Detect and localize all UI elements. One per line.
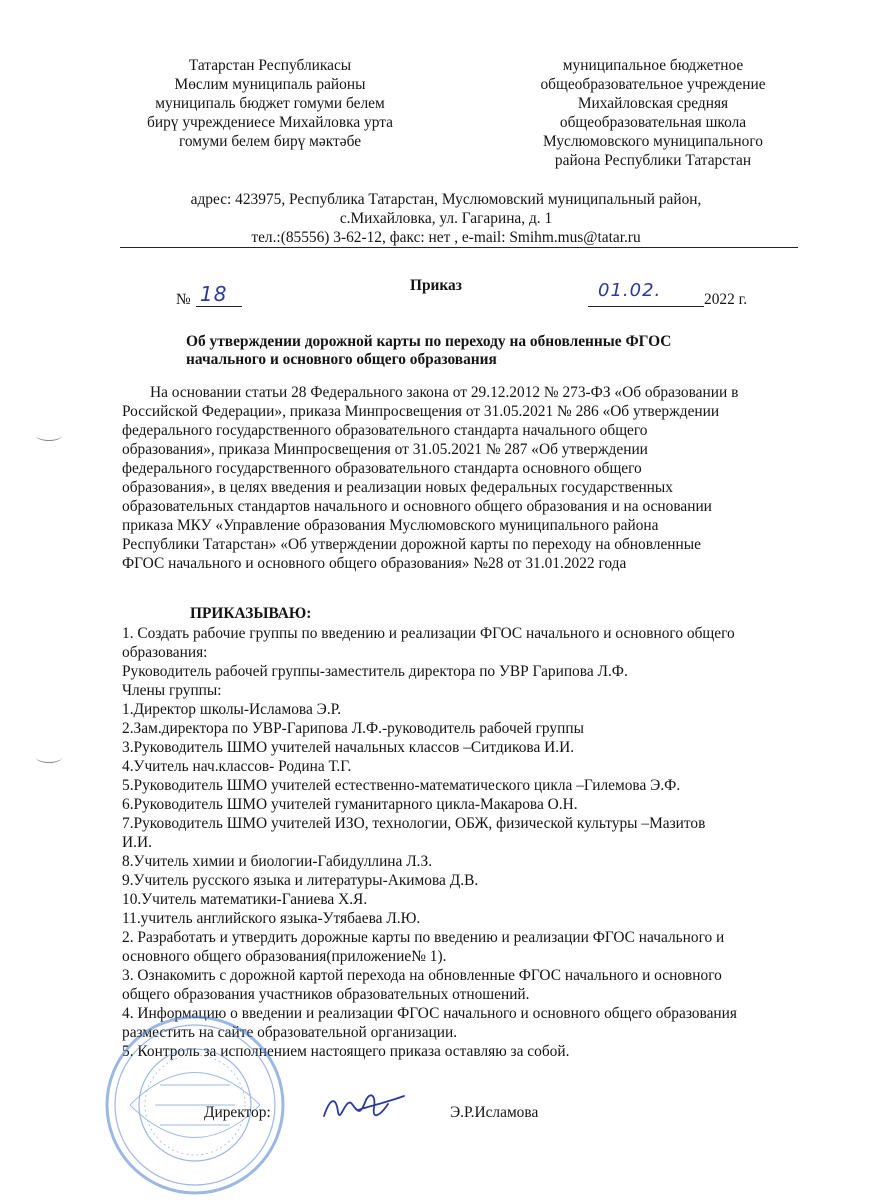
- preamble-line: образования», в целях введения и реализации новых федеральных государственных: [122, 479, 673, 496]
- contact-line: тел.:(85556) 3-62-12, факс: нет , e-mail: Smihm.mus@tatar.ru: [251, 229, 641, 246]
- body-line: образования:: [122, 644, 208, 661]
- body-line: общего образования участников образовательных отношений.: [122, 986, 530, 1003]
- punch-hole-mark: [36, 430, 62, 441]
- body-line: 4. Информацию о введении и реализации ФГОС начального и основного общего образования: [122, 1005, 737, 1022]
- body-line: 4.Учитель нач.классов- Родина Т.Г.: [122, 758, 352, 775]
- body-line: 3. Ознакомить с дорожной картой перехода на обновленные ФГОС начального и основного: [122, 967, 722, 984]
- address-block: [96, 190, 796, 247]
- order-number-label: №: [176, 291, 191, 308]
- body-line: Члены группы:: [122, 682, 222, 699]
- body-line: 10.Учитель математики-Ганиева Х.Я.: [122, 891, 368, 908]
- body-line: 9.Учитель русского языка и литературы-Акимова Д.В.: [122, 872, 479, 889]
- header-right-line: Михайловская средняя: [577, 95, 729, 112]
- body-line: 5.Руководитель ШМО учителей естественно-математического цикла –Гилемова Э.Ф.: [122, 777, 681, 794]
- header-left-line: бирү учреждениесе Михайловка урта: [147, 114, 393, 131]
- order-subject-line: Об утверждении дорожной карты по переходу на обновленные ФГОС: [186, 333, 672, 350]
- order-number-handwritten: 18: [200, 282, 228, 306]
- body-line: основного общего образования(приложение№ 1).: [122, 948, 447, 965]
- order-date-handwritten: 01.02.: [598, 280, 662, 301]
- body-line: И.И.: [122, 834, 152, 851]
- body-line: 11.учитель английского языка-Утябаева Л.Ю.: [122, 910, 421, 927]
- header-right-line: района Республики Татарстан: [554, 152, 752, 169]
- preamble-line: приказа МКУ «Управление образования Муслюмовского муниципального района: [122, 517, 659, 534]
- body-line: Руководитель рабочей группы-заместитель директора по УВР Гарипова Л.Ф.: [122, 663, 628, 680]
- address-line: адрес: 423975, Республика Татарстан, Муслюмовский муниципальный район,: [190, 191, 702, 208]
- address-line: с.Михайловка, ул. Гагарина, д. 1: [339, 210, 553, 227]
- preamble-line: ФГОС начального и основного общего образования» №28 от 31.01.2022 года: [122, 555, 627, 572]
- order-title: Приказ: [410, 277, 462, 294]
- body-line: разместить на сайте образовательной организации.: [122, 1024, 458, 1041]
- director-position: Директор:: [204, 1104, 271, 1121]
- body-line: 5. Контроль за исполнением настоящего приказа оставляю за собой.: [122, 1043, 570, 1060]
- header-right-line: общеобразовательная школа: [559, 114, 747, 131]
- body-line: 3.Руководитель ШМО учителей начальных классов –Ситдикова И.И.: [122, 739, 575, 756]
- header-right-line: муниципальное бюджетное: [562, 57, 744, 74]
- header-divider: [120, 247, 798, 248]
- order-subject-line: начального и основного общего образования: [186, 351, 497, 368]
- preamble-line: федерального государственного образовательного стандарта начального общего: [122, 422, 648, 439]
- decree-heading: ПРИКАЗЫВАЮ:: [190, 605, 312, 622]
- body-line: 2. Разработать и утвердить дорожные карты по введению и реализации ФГОС начального и: [122, 929, 725, 946]
- header-left-line: гомуми белем бирү мәктәбе: [178, 133, 362, 150]
- header-left-line: Мөслим муниципаль районы: [174, 76, 366, 93]
- header-left-tatar: [90, 56, 450, 151]
- header-right-line: общеобразовательное учреждение: [540, 76, 766, 93]
- order-year: 2022 г.: [704, 291, 748, 308]
- preamble-line: образовательных стандартов начального и основного общего образования и на основании: [122, 498, 712, 515]
- body-line: 2.Зам.директора по УВР-Гарипова Л.Ф.-руководитель рабочей группы: [122, 720, 584, 737]
- body-line: 1.Директор школы-Исламова Э.Р.: [122, 701, 342, 718]
- preamble-line: образования», приказа Минпросвещения от 31.05.2021 № 287 «Об утверждении: [122, 441, 648, 458]
- preamble-line: Российской Федерации», приказа Минпросвещения от 31.05.2021 № 286 «Об утверждении: [122, 403, 720, 420]
- header-right-line: Муслюмовского муниципального: [543, 133, 763, 150]
- order-number-underline: [196, 306, 242, 307]
- body-line: 8.Учитель химии и биологии-Габидуллина Л.З.: [122, 853, 433, 870]
- preamble-line: федерального государственного образовательного стандарта основного общего: [122, 460, 642, 477]
- header-left-line: Татарстан Республикасы: [188, 57, 352, 74]
- body-line: 6.Руководитель ШМО учителей гуманитарного цикла-Макарова О.Н.: [122, 796, 578, 813]
- order-date-underline: [588, 306, 704, 307]
- punch-hole-mark: [36, 752, 62, 763]
- header-left-line: муниципаль бюджет гомуми белем: [155, 95, 385, 112]
- header-right-russian: [488, 56, 818, 170]
- preamble-line: Республики Татарстан» «Об утверждении дорожной карты по переходу на обновленные: [122, 536, 701, 553]
- director-name: Э.Р.Исламова: [450, 1104, 539, 1121]
- director-signature: [318, 1086, 408, 1134]
- body-line: 1. Создать рабочие группы по введению и реализации ФГОС начального и основного общего: [122, 625, 735, 642]
- preamble-line: На основании статьи 28 Федерального закона от 29.12.2012 № 273-ФЗ «Об образовании в: [150, 384, 739, 401]
- body-line: 7.Руководитель ШМО учителей ИЗО, технологии, ОБЖ, физической культуры –Мазитов: [122, 815, 706, 832]
